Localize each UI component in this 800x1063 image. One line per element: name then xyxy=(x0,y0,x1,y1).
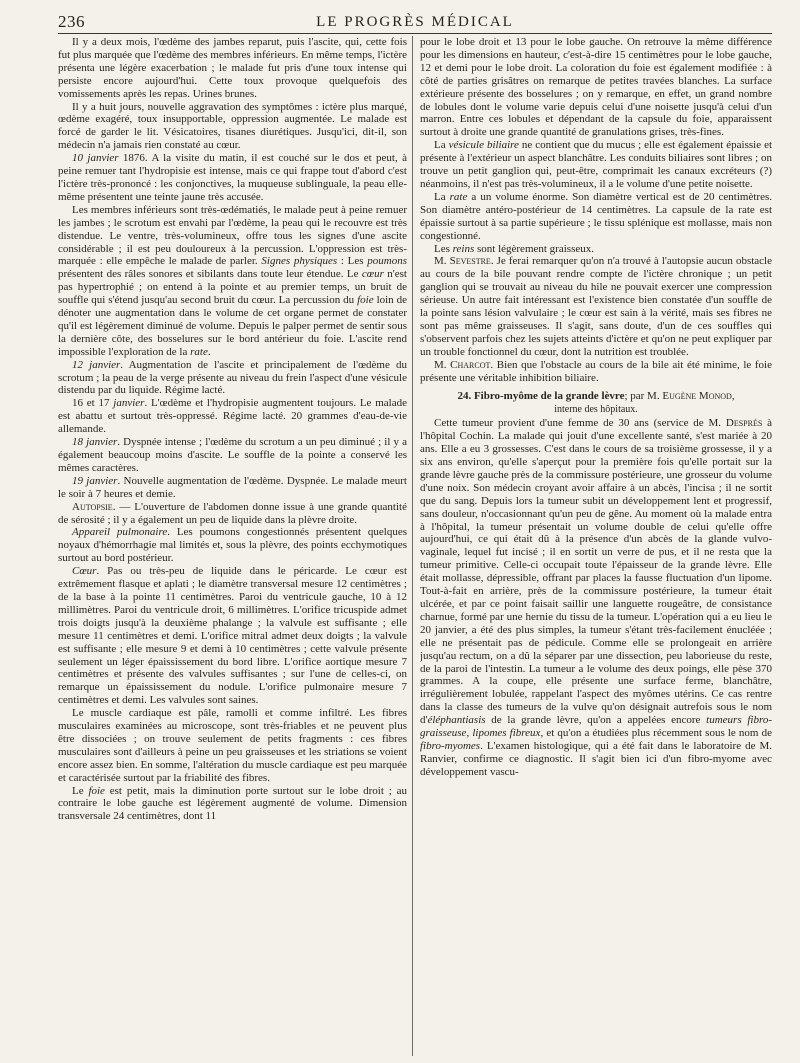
text-run: , et qu'on a étudiées plus récemment sous le nom de xyxy=(540,727,772,740)
text-run: tumeurs fibro-graisseuse, lipomes fibreux xyxy=(420,714,772,740)
text-run: La xyxy=(434,190,450,203)
running-header xyxy=(58,8,772,34)
text-run: . L'œdème et l'hydropisie augmentent toujours. Le malade est abattu et surtout très-oppressé. Régime lacté. 20 grammes d'eau-de-vie allemande. xyxy=(58,397,407,436)
paragraph xyxy=(58,501,407,527)
text-run: Autopsie xyxy=(72,500,113,513)
paragraph xyxy=(58,359,407,398)
text-run: : Les xyxy=(337,255,368,268)
text-run: Le xyxy=(72,784,89,797)
text-run: rate xyxy=(190,345,208,358)
text-run: Cœur xyxy=(72,565,97,578)
text-run: janvier xyxy=(113,397,145,410)
paragraph xyxy=(58,475,407,501)
text-run: de la grande lèvre, qu'on a appelées encore xyxy=(485,714,707,727)
text-run: Les membres inférieurs sont très-œdématiés, le malade peut à peine remuer les jambes ; le scrotum est envahi par l'œdème, la peau qui le recouvre est très distendue. Le ventre, très-volumineux, offre tous les signes d'une ascite considérable ; il est peu douloureux à la percussion. L'oppression est très-marquée : elle empêche le malade de parler. xyxy=(58,203,407,268)
text-run: Charcot xyxy=(450,358,491,371)
text-run: . — L'ouverture de l'abdomen donne issue à une grande quantité de sérosité ; il y a également un peu de liquide dans la plèvre droite. xyxy=(58,500,407,526)
text-run: La xyxy=(434,139,449,152)
text-run: n'est pas hypertrophié ; on entend à la pointe et au premier temps, un bruit de souffle qui s'étend jusqu'au second bruit du cœur. La percussion du xyxy=(58,268,407,307)
paragraph xyxy=(58,565,407,707)
paragraph xyxy=(58,785,407,824)
text-run: vésicule biliaire xyxy=(448,139,519,152)
paragraph xyxy=(420,36,772,139)
journal-title: LE PROGRÈS MÉDICAL xyxy=(316,14,514,30)
text-run: Les xyxy=(434,242,453,255)
text-run: . Les poumons congestionnés présentent quelques noyaux d'hémorrhagie mal limités et, sous la plèvre, des points ecchymotiques surtout au bord postérieur. xyxy=(58,526,407,565)
text-run: Il y a deux mois, l'œdème des jambes reparut, puis l'ascite, qui, cette fois fut plus marquée que l'œdème des membres inférieurs. En même temps, l'ictère présenta une légère exacerbation ; le malade fut pris d'une toux intense qui persiste encore aujourd'hui. Cette toux provoque quelquefois des vomissements après les repas. Urines brunes. xyxy=(58,36,407,100)
paragraph xyxy=(58,707,407,784)
text-run: 1876. A la visite du matin, il est couché sur le dos et peut, à peine remuer tant l'hydropisie est intense, mais ce qui frappe tout d'abord c'est l'ictère très-prononcé : les conjonctives, la muqueuse sublinguale, la peau elle-même présentent une teinte jaune très accusée. xyxy=(58,152,407,203)
author-role: interne des hôpitaux. xyxy=(554,404,638,416)
paragraph xyxy=(420,139,772,191)
text-run: rate xyxy=(449,190,468,203)
paragraph xyxy=(58,397,407,436)
text-run: . Bien que l'obstacle au cours de la bile ait été minime, le foie présente une véritable inhibition biliaire. xyxy=(420,358,772,384)
text-run: . Nouvelle augmentation de l'œdème. Dyspnée. Le malade meurt le soir à 7 heures et demie. xyxy=(58,474,407,500)
section-number: 24. xyxy=(457,390,472,403)
paragraph xyxy=(420,417,772,778)
text-run: M. xyxy=(434,358,451,371)
column-rule xyxy=(412,36,413,1056)
paragraph xyxy=(420,191,772,243)
byline-prefix: ; par M. xyxy=(624,390,663,403)
text-run: Cette tumeur provient d'une femme de 30 ans (service de M. xyxy=(434,417,726,430)
section-heading xyxy=(420,390,772,417)
text-run: sont légèrement graisseux. xyxy=(474,242,594,255)
text-run: poumons xyxy=(367,255,407,268)
paragraph xyxy=(58,436,407,475)
paragraph xyxy=(420,255,772,358)
section-title: Fibro-myôme de la grande lèvre xyxy=(473,390,625,403)
text-run: 16 et 17 xyxy=(72,397,114,410)
text-run: présentent des râles sonores et sibilants dans toute leur étendue. Le xyxy=(58,268,362,281)
text-run: 18 janvier xyxy=(72,436,118,449)
byline-suffix: , xyxy=(731,390,735,403)
right-column xyxy=(420,36,772,1056)
text-run: à l'hôpital Cochin. La malade qui jouit d'une excellente santé, s'est mariée à 20 ans. Elle a eu 3 grossesses. C'est dans le cours de sa troisième grossesse, il y a six ans environ, qu'elle s'aperçut pour la première fois qu'elle portait sur la grande lèvre gauche près de la commissure postérieure, une grosseur du volume d'une noix. Son médecin croyant avoir affaire à un abcès, l'incisa ; il ne sortit que du sang. Depuis lors la tumeur subit un développement lent et progressif, sans douleur, n'occasionnant qu'un peu de gêne. Au moment où la malade entra à l'hôpital, la tumeur présentait un volume double de celui qu'elle offre aujourd'hui, ce qui était dû à la présence d'un abcès de la glande vulvo-vaginale, lequel fut incisé ; il en sortit un verre de pus, et il ne resta que la tumeur primitive. Celle-ci occupait toute l'épaisseur de la grande lèvre. Elle était mollasse, dépressible, offrant par places la fausse fluctuation d'un lipome. Tout-à-fait en arrière, près de la commissure postérieure, la tumeur était ulcérée, et par ce point faisait saillir une languette rougeâtre, de consistance charnue, formé par une hernie du tissu de la tumeur. L'opération qui a eu lieu le 20 janvier, a été des plus simples, la tumeur s'étant très-facilement énucléée ; elle ne présentait pas de pédicule. Comme elle se prolongeait en arrière jusqu'au rectum, on a dû la séparer par une dissection, peu laborieuse du reste, de la paroi de l'intestin. La tumeur a le volume des deux poings, elle pèse 370 grammes. A la coupe, elle présente une surface ferme, blanchâtre, irrégulièrement lobulée, rappelant l'aspect des myômes utérins. Ce cas rentre dans la classe des tumeurs de la vulve qu'on désignait autrefois sous le nom d' xyxy=(420,417,772,727)
text-run: 19 janvier xyxy=(72,474,118,487)
section-author: Eugène Monod xyxy=(662,390,732,403)
paragraph xyxy=(58,204,407,359)
text-run: . xyxy=(207,345,211,358)
text-run: . Dyspnée intense ; l'œdème du scrotum a un peu diminué ; il y a également beaucoup moins d'ascite. Le souffle de la pointe a conservé les mêmes caractères. xyxy=(58,436,407,474)
text-run: fibro-myomes xyxy=(420,739,481,752)
text-run: 12 janvier xyxy=(72,358,121,371)
text-run: foie xyxy=(357,294,374,307)
text-run: Appareil pulmonaire xyxy=(72,526,168,539)
text-run: Sevestre xyxy=(449,255,491,268)
right-column-paragraphs xyxy=(420,36,772,384)
paragraph xyxy=(58,526,407,565)
left-column xyxy=(58,36,407,1056)
text-run: Il y a huit jours, nouvelle aggravation des symptômes : ictère plus marqué, œdème exagéré, toux insupportable, oppression augmentée. Le malade est forcé de garder le lit. Vésicatoires, tisanes diurétiques. Jusqu'ici, dit-il, son médecin n'a jamais rien constaté au cœur. xyxy=(58,100,407,152)
text-run: loin de dénoter une augmentation dans le volume de cet organe permet de constater qu'il est légèrement diminué de volume. Depuis le palper permet de sentir sous la dernière côte, des bosselures sur le bord antérieur du foie. L'ascite rend impossible l'exploration de la xyxy=(58,294,407,358)
page-number: 236 xyxy=(58,12,85,31)
text-run: . Je ferai remarquer qu'on n'a trouvé à l'autopsie aucun obstacle au cours de la bile pouvant rendre compte de l'ictère chronique ; un petit ganglion qui se trouvait au niveau du hile ne pouvait exercer une compression sérieuse. Un autre fait intéressant est l'existence bien constatée d'un souffle de la pointe sans lésion valvulaire ; le cœur est sain à la vérité, mais ses fibres ne sont pas même graisseuses. Il s'agit, sans doute, d'un de ces souffles qui s'observent parfois chez les sujets atteints d'ictère et qu'on ne peut expliquer par un trouble fonctionnel du cœur, dont la nutrition est troublée. xyxy=(420,255,772,358)
text-run: . L'examen histologique, qui a été fait dans le laboratoire de M. Ranvier, confirme ce diagnostic. Il s'agit bien ici d'un fibro-myome avec développement vascu- xyxy=(420,739,772,778)
text-run: cœur xyxy=(361,268,384,281)
text-run: Signes physiques xyxy=(261,255,338,268)
paragraph xyxy=(58,36,407,101)
text-run: Le muscle cardiaque est pâle, ramolli et comme infiltré. Les fibres musculaires examinées au microscope, sont très-friables et ne peuvent plus être dissociées ; on trouve seulement de petits fragments : ces fibres musculaires sont d'ailleurs à peine un peu graisseuses et les striations se voient encore assez bien. En somme, l'altération du muscle cardiaque est peu marquée et caractérisée surtout par la friabilité des fibres. xyxy=(58,707,407,784)
text-run: est petit, mais la diminution porte surtout sur le lobe droit ; au contraire le lobe gauche est légèrement augmenté de volume. Dimension transversale 24 centimètres, dont 11 xyxy=(58,784,407,823)
text-run: . Augmentation de l'ascite et principalement de l'œdème du scrotum ; la peau de la verge présente au niveau du frein l'aspect d'une vésicule distendu par du liquide. Régime lacté. xyxy=(58,358,407,397)
paragraph xyxy=(58,152,407,204)
text-run: pour le lobe droit et 13 pour le lobe gauche. On retrouve la même différence pour les dimensions en hauteur, c'est-à-dire 15 centimètres pour le lobe gauche, 12 et demi pour le lobe droit. La coloration du foie est également modifiée : à côté de parties grisâtres on remarque de petites travées blanches. La surface extérieure présente des bosselures ; on y remarque, en effet, un grand nombre de lobules dont le volume varie depuis celui d'une noisette jusqu'à celui d'un marron. Entre ces lobules et dépendant de la capsule du foie, apparaissent surtout à droite une grande quantité de granulations grises, très-fines. xyxy=(420,36,772,139)
text-run: M. xyxy=(434,255,450,268)
paragraph xyxy=(420,359,772,385)
section-body xyxy=(420,417,772,778)
text-run: Després xyxy=(725,417,763,430)
text-run: éléphantiasis xyxy=(427,714,486,727)
text-run: foie xyxy=(88,784,105,797)
text-run: a un volume énorme. Son diamètre vertical est de 20 centimètres. Son diamètre antéro-postérieur de 14 centimètres. La capsule de la rate est épaissie surtout à sa partie supérieure ; le tissu splénique est mollasse, mais non congestionné. xyxy=(420,190,772,242)
text-run: ne contient que du mucus ; elle est également épaissie et présente à l'extérieur un aspect blanchâtre. Les conduits biliaires sont libres ; on trouve un petit ganglion qui, peut-être, comprimait les canaux excréteurs (?) néanmoins, il n'est pas très-volumineux, il a le volume d'une petite noisette. xyxy=(420,139,772,190)
paragraph xyxy=(58,101,407,153)
text-run: reins xyxy=(452,242,475,255)
text-run: 10 janvier xyxy=(72,152,119,165)
paragraph xyxy=(420,243,772,256)
text-run: . Pas ou très-peu de liquide dans le péricarde. Le cœur est extrêmement flasque et aplati ; le diamètre transversal mesure 12 centimètres ; de la base à la pointe 11 centimètres. Paroi du ventricule gauche, 10 à 12 millimètres. Paroi du ventricule droit, 6 millimètres. L'orifice tricuspide admet trois doigts jusqu'à la deuxième phalange ; la valvule est suffisante ; elle mesure 11 centimètres et demi. L'orifice mitral admet deux doigts ; la valvule est suffisante ; elle mesure 9 et demi à 10 centimètres ; cette valvule présente seulement un léger épaississement du bord libre. L'orifice aortique mesure 7 centimètres et présente des valvules suffisantes ; sur l'une de celles-ci, on remarque un épaississement du nodule. L'orifice pulmonaire mesure 7 centimètres et demi. Les valvules sont saines. xyxy=(58,565,407,707)
